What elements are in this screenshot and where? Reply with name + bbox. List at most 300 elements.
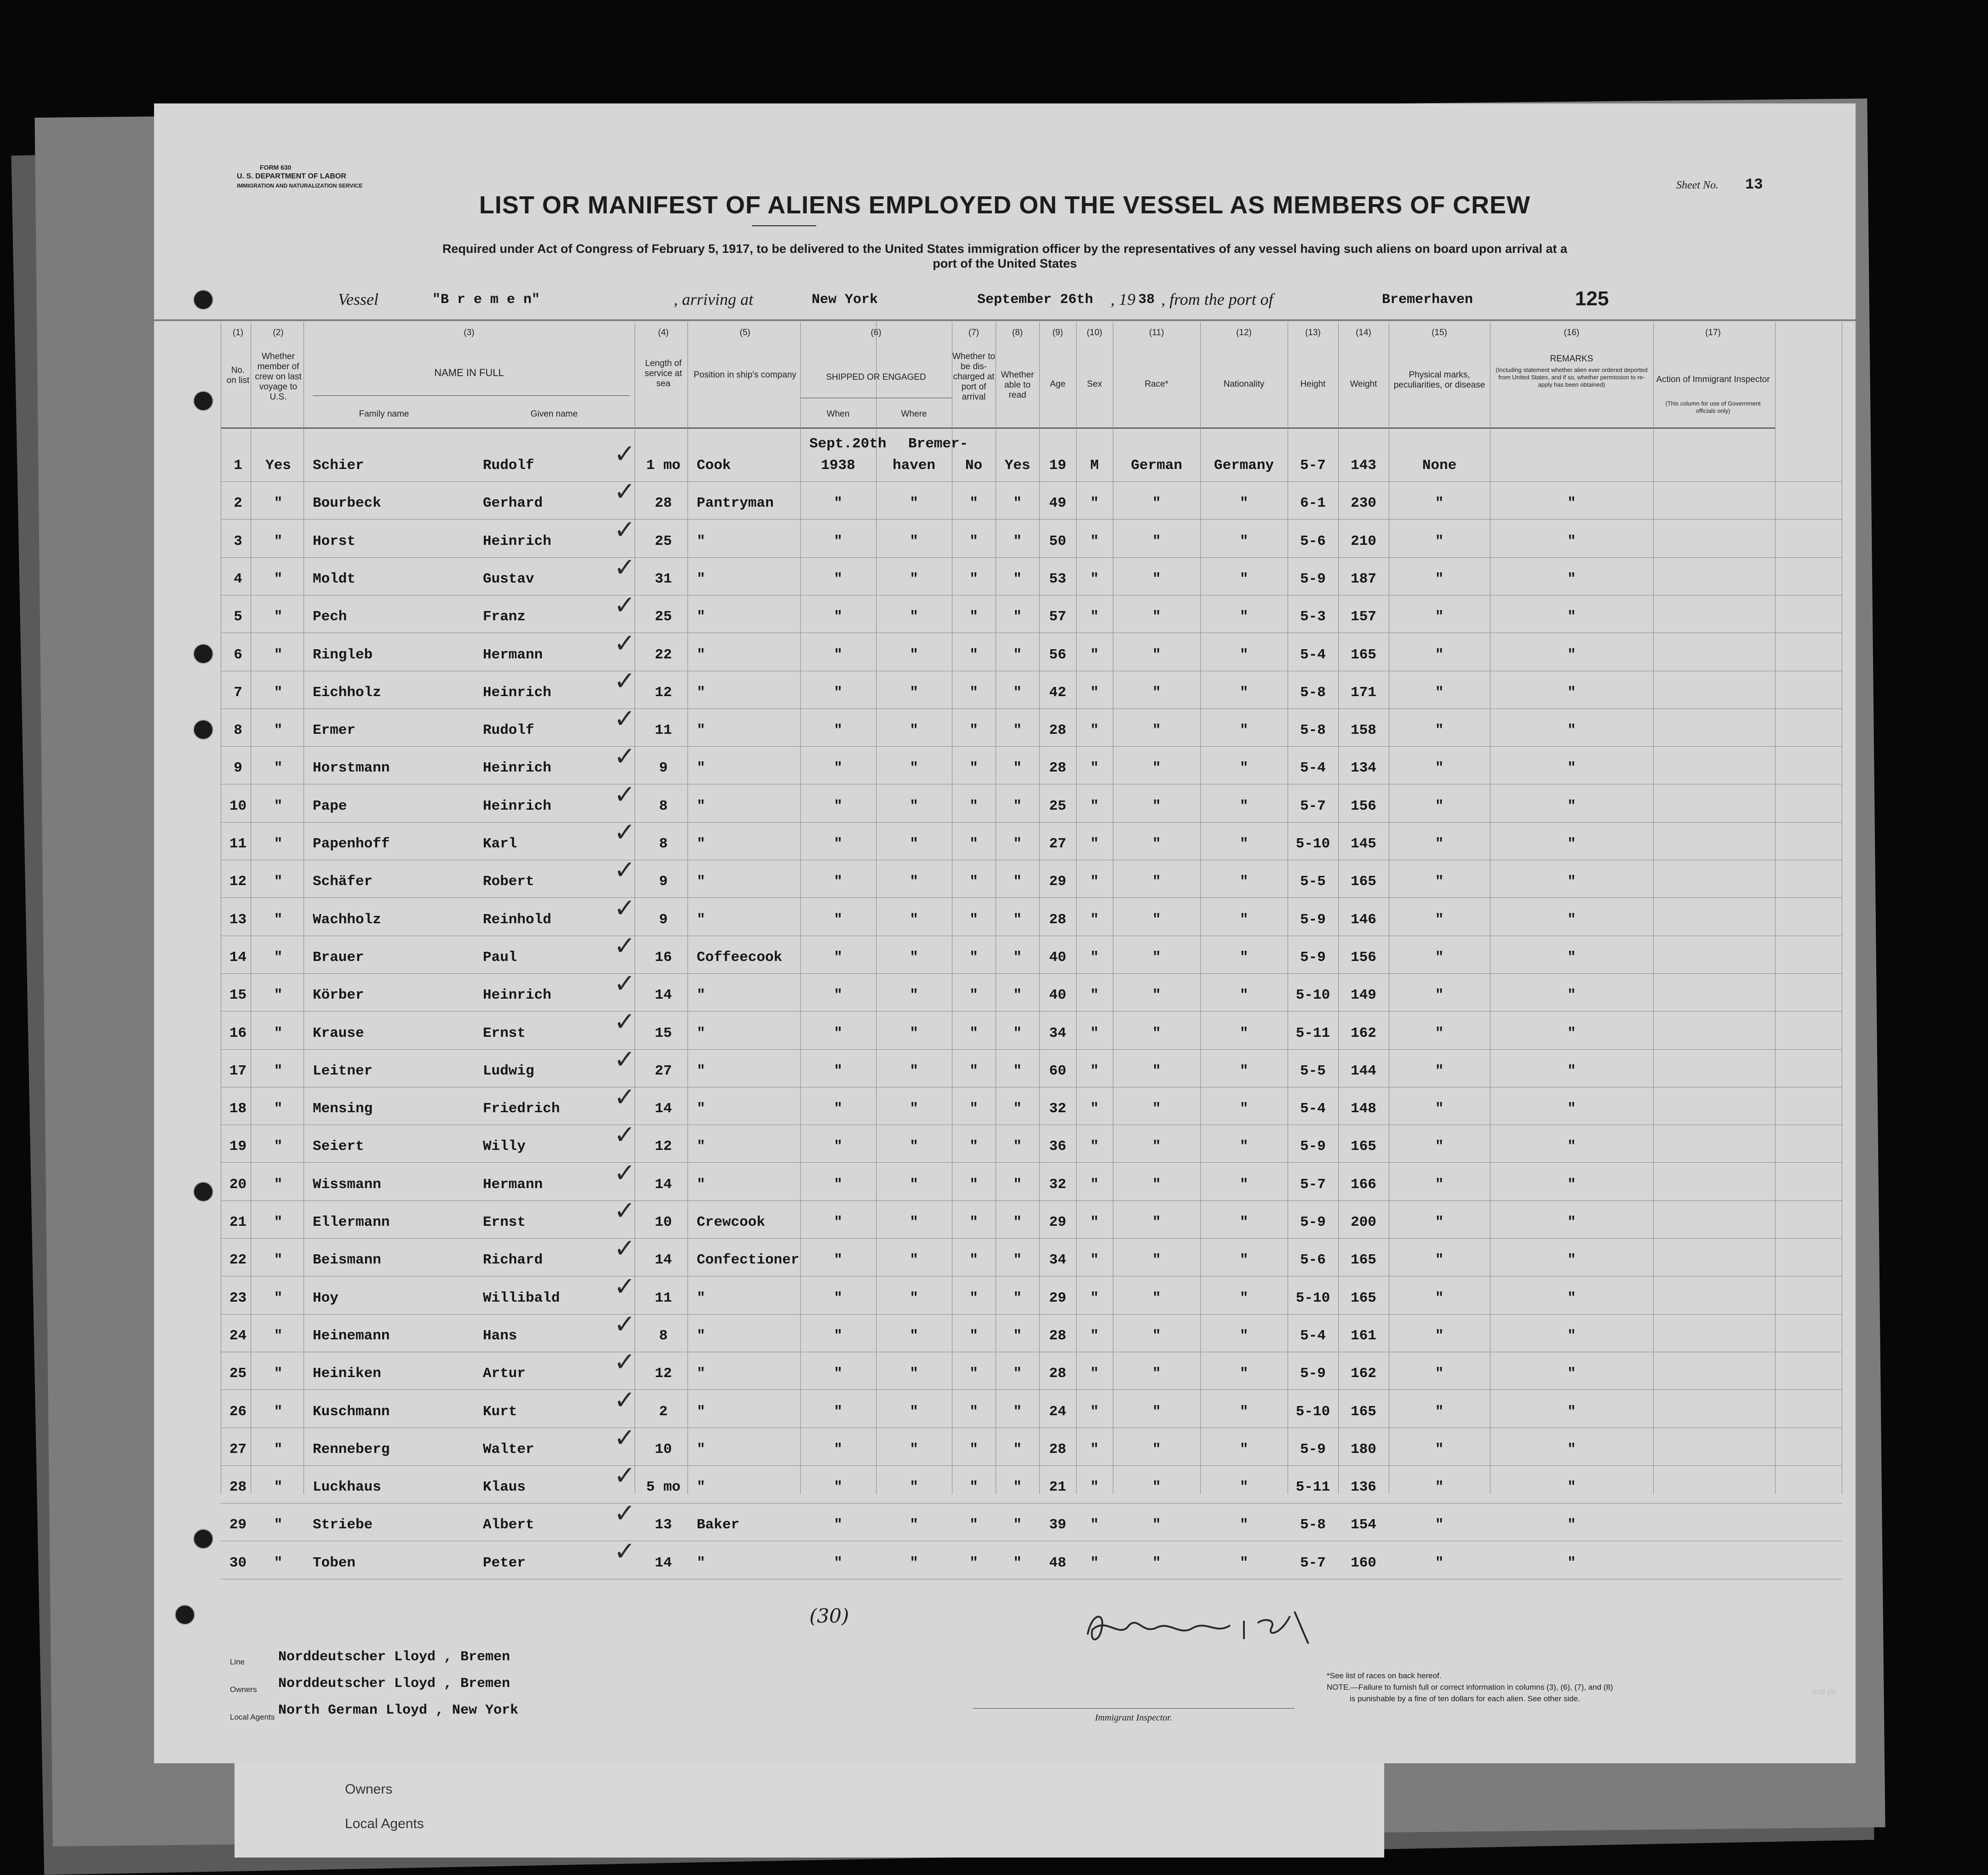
cell-marks: None bbox=[1422, 457, 1457, 474]
cell-read: " bbox=[1013, 1138, 1022, 1155]
cell-given: Robert bbox=[483, 874, 534, 890]
cell-where: " bbox=[910, 1290, 918, 1306]
cell-height: 5-9 bbox=[1300, 1366, 1326, 1382]
cell-nat: " bbox=[1239, 911, 1249, 928]
cell-height: 5-9 bbox=[1300, 1214, 1326, 1230]
cell-service: 31 bbox=[654, 571, 672, 587]
cell-race: " bbox=[1152, 1366, 1161, 1382]
cell-last: " bbox=[274, 1025, 283, 1041]
cell-disch: " bbox=[969, 495, 978, 512]
cell-disch: " bbox=[969, 987, 978, 1004]
table-row bbox=[154, 666, 1856, 721]
row-rule bbox=[221, 1238, 1842, 1239]
cell-service: 27 bbox=[654, 1063, 672, 1079]
cell-service: 14 bbox=[654, 1252, 672, 1269]
cell-where: " bbox=[910, 1517, 918, 1533]
cell-family: Wissmann bbox=[313, 1176, 381, 1193]
cell-marks: " bbox=[1435, 684, 1444, 701]
cell-read: " bbox=[1013, 571, 1022, 587]
cell-remarks: " bbox=[1567, 1025, 1576, 1041]
cell-position: " bbox=[697, 684, 705, 701]
vessel-label: Vessel bbox=[338, 290, 378, 309]
cell-where: " bbox=[910, 874, 918, 890]
cell-no: 11 bbox=[229, 836, 247, 852]
table-row bbox=[154, 514, 1856, 570]
cell-read: " bbox=[1013, 1176, 1022, 1193]
cell-when: " bbox=[834, 609, 842, 625]
cell-age: 40 bbox=[1049, 949, 1066, 966]
cell-family: Beismann bbox=[313, 1252, 381, 1269]
cell-age: 29 bbox=[1049, 874, 1066, 890]
cell-race: " bbox=[1152, 874, 1161, 890]
table-row bbox=[154, 1498, 1856, 1554]
cell-last: " bbox=[274, 1441, 283, 1458]
cell-nat: " bbox=[1239, 949, 1249, 966]
checkmark-icon: ✓ bbox=[614, 855, 636, 886]
cell-marks: " bbox=[1435, 1290, 1444, 1306]
cell-weight: 187 bbox=[1351, 571, 1376, 587]
cell-age: 50 bbox=[1049, 533, 1066, 549]
line-value: Norddeutscher Lloyd , Bremen bbox=[278, 1649, 510, 1665]
cell-read: " bbox=[1013, 1290, 1022, 1306]
colnum-1: (1) bbox=[232, 328, 244, 337]
cell-weight: 149 bbox=[1351, 987, 1376, 1004]
table-row bbox=[154, 1044, 1856, 1100]
cell-disch: " bbox=[969, 609, 978, 625]
cell-read: " bbox=[1013, 1441, 1022, 1458]
cell-disch: " bbox=[969, 1441, 978, 1458]
cell-no: 30 bbox=[229, 1555, 247, 1571]
punch-hole bbox=[175, 1605, 195, 1625]
row-1-where-top: Bremer- bbox=[908, 436, 968, 452]
cell-race: " bbox=[1152, 1101, 1161, 1117]
cell-read: " bbox=[1013, 1214, 1022, 1230]
cell-nat: " bbox=[1239, 1063, 1249, 1079]
cell-service: 28 bbox=[654, 495, 672, 512]
colnum-10: (10) bbox=[1087, 328, 1102, 337]
cell-service: 12 bbox=[654, 1366, 672, 1382]
cell-when: " bbox=[834, 798, 842, 814]
cell-remarks: " bbox=[1567, 1403, 1576, 1420]
cell-race: " bbox=[1152, 911, 1161, 928]
penalty-note-1: NOTE.—Failure to furnish full or correct information in columns (3), (6), (7), and (8) bbox=[1327, 1683, 1613, 1692]
col-height: Height bbox=[1300, 379, 1326, 389]
table-row bbox=[154, 1271, 1856, 1327]
cell-marks: " bbox=[1435, 1025, 1444, 1041]
cell-service: 25 bbox=[654, 533, 672, 549]
punch-hole bbox=[193, 290, 213, 310]
cell-height: 5-8 bbox=[1300, 684, 1326, 701]
cell-no: 3 bbox=[234, 533, 242, 549]
cell-position: " bbox=[697, 1025, 705, 1041]
cell-position: Crewcook bbox=[697, 1214, 765, 1230]
cell-where: " bbox=[910, 1101, 918, 1117]
cell-sex: " bbox=[1090, 1063, 1099, 1079]
cell-remarks: " bbox=[1567, 987, 1576, 1004]
cell-race: German bbox=[1131, 457, 1182, 474]
cell-service: 9 bbox=[659, 911, 668, 928]
line-label: Line bbox=[230, 1658, 245, 1666]
cell-disch: " bbox=[969, 1555, 978, 1571]
cell-marks: " bbox=[1435, 646, 1444, 663]
cell-read: " bbox=[1013, 798, 1022, 814]
cell-age: 19 bbox=[1049, 457, 1066, 474]
table-row bbox=[154, 969, 1856, 1024]
cell-family: Krause bbox=[313, 1025, 364, 1041]
cell-no: 18 bbox=[229, 1101, 247, 1117]
cell-sex: " bbox=[1090, 1327, 1099, 1344]
cell-disch: " bbox=[969, 1176, 978, 1193]
cell-read: " bbox=[1013, 874, 1022, 890]
cell-last: " bbox=[274, 722, 283, 739]
col-last-voyage: Whether member of crew on last voyage to U.S. bbox=[255, 352, 302, 402]
cell-position: " bbox=[697, 1366, 705, 1382]
cell-disch: " bbox=[969, 1290, 978, 1306]
cell-given: Rudolf bbox=[483, 722, 534, 739]
cell-no: 7 bbox=[234, 684, 242, 701]
cell-nat: " bbox=[1239, 609, 1249, 625]
races-note: *See list of races on back hereof. bbox=[1327, 1671, 1442, 1680]
agents-value: North German Lloyd , New York bbox=[278, 1703, 519, 1718]
cell-service: 9 bbox=[659, 874, 668, 890]
cell-given: Willy bbox=[483, 1138, 526, 1155]
cell-read: " bbox=[1013, 495, 1022, 512]
cell-read: " bbox=[1013, 1555, 1022, 1571]
row-rule bbox=[221, 1314, 1842, 1315]
checkmark-icon: ✓ bbox=[614, 1196, 636, 1226]
cell-given: Hans bbox=[483, 1327, 517, 1344]
cell-remarks: " bbox=[1567, 1327, 1576, 1344]
cell-when: " bbox=[834, 836, 842, 852]
cell-no: 21 bbox=[229, 1214, 247, 1230]
cell-disch: " bbox=[969, 1101, 978, 1117]
cell-age: 24 bbox=[1049, 1403, 1066, 1420]
checkmark-icon: ✓ bbox=[614, 1044, 636, 1075]
col-weight: Weight bbox=[1350, 379, 1377, 389]
cell-where: " bbox=[910, 722, 918, 739]
cell-weight: 165 bbox=[1351, 1290, 1376, 1306]
cell-marks: " bbox=[1435, 760, 1444, 777]
cell-weight: 146 bbox=[1351, 911, 1376, 928]
cell-position: " bbox=[697, 1479, 705, 1496]
cell-position: " bbox=[697, 798, 705, 814]
cell-family: Pape bbox=[313, 798, 347, 814]
cell-remarks: " bbox=[1567, 571, 1576, 587]
table-row bbox=[154, 779, 1856, 835]
cell-no: 8 bbox=[234, 722, 242, 739]
cell-nat: " bbox=[1239, 571, 1249, 587]
checkmark-icon: ✓ bbox=[614, 1536, 636, 1566]
cell-read: " bbox=[1013, 1479, 1022, 1496]
cell-family: Horst bbox=[313, 533, 356, 549]
cell-family: Hoy bbox=[313, 1290, 338, 1306]
form-number: FORM 630 bbox=[260, 164, 292, 171]
cell-race: " bbox=[1152, 1214, 1161, 1230]
cell-marks: " bbox=[1435, 1403, 1444, 1420]
cell-disch: " bbox=[969, 1327, 978, 1344]
cell-marks: " bbox=[1435, 1101, 1444, 1117]
cell-marks: " bbox=[1435, 1441, 1444, 1458]
cell-sex: " bbox=[1090, 911, 1099, 928]
col-position: Position in ship's company bbox=[693, 370, 796, 380]
cell-family: Heinemann bbox=[313, 1327, 390, 1344]
cell-age: 28 bbox=[1049, 1327, 1066, 1344]
cell-height: 5-10 bbox=[1295, 1290, 1330, 1306]
cell-read: " bbox=[1013, 1252, 1022, 1269]
cell-position: " bbox=[697, 1138, 705, 1155]
name-header-rule bbox=[313, 395, 630, 396]
cell-no: 4 bbox=[234, 571, 242, 587]
cell-when: " bbox=[834, 1176, 842, 1193]
cell-disch: " bbox=[969, 874, 978, 890]
cell-family: Brauer bbox=[313, 949, 364, 966]
cell-age: 25 bbox=[1049, 798, 1066, 814]
cell-race: " bbox=[1152, 1441, 1161, 1458]
cell-nat: " bbox=[1239, 684, 1249, 701]
row-1-when-top: Sept.20th bbox=[809, 436, 887, 452]
cell-where: " bbox=[910, 533, 918, 549]
cell-service: 5 mo bbox=[646, 1479, 681, 1496]
cell-remarks: " bbox=[1567, 1176, 1576, 1193]
row-rule bbox=[221, 557, 1842, 558]
cell-family: Renneberg bbox=[313, 1441, 390, 1458]
cell-position: " bbox=[697, 987, 705, 1004]
cell-sex: " bbox=[1090, 1214, 1099, 1230]
cell-sex: " bbox=[1090, 1555, 1099, 1571]
cell-age: 49 bbox=[1049, 495, 1066, 512]
cell-disch: " bbox=[969, 1138, 978, 1155]
cell-sex: " bbox=[1090, 684, 1099, 701]
cell-race: " bbox=[1152, 987, 1161, 1004]
checkmark-icon: ✓ bbox=[614, 742, 636, 772]
col-inspector-note: (This column for use of Government officials only) bbox=[1665, 400, 1761, 414]
cell-read: " bbox=[1013, 1517, 1022, 1533]
cell-when: " bbox=[834, 533, 842, 549]
colnum-3: (3) bbox=[464, 328, 475, 337]
cell-age: 28 bbox=[1049, 760, 1066, 777]
cell-when: " bbox=[834, 1101, 842, 1117]
cell-nat: " bbox=[1239, 1555, 1249, 1571]
cell-sex: " bbox=[1090, 1479, 1099, 1496]
cell-given: Walter bbox=[483, 1441, 534, 1458]
cell-height: 5-4 bbox=[1300, 760, 1326, 777]
cell-service: 12 bbox=[654, 684, 672, 701]
cell-given: Klaus bbox=[483, 1479, 526, 1496]
cell-given: Reinhold bbox=[483, 911, 551, 928]
cell-position: " bbox=[697, 1063, 705, 1079]
cell-nat: " bbox=[1239, 1403, 1249, 1420]
checkmark-icon: ✓ bbox=[614, 1120, 636, 1150]
cell-sex: " bbox=[1090, 1025, 1099, 1041]
cell-sex: " bbox=[1090, 949, 1099, 966]
arrival-port: New York bbox=[812, 292, 878, 308]
cell-nat: " bbox=[1239, 1290, 1249, 1306]
col-age: Age bbox=[1050, 379, 1066, 389]
cell-last: Yes bbox=[265, 457, 291, 474]
cell-where: " bbox=[910, 1555, 918, 1571]
cell-race: " bbox=[1152, 1025, 1161, 1041]
cell-position: " bbox=[697, 1101, 705, 1117]
cell-nat: " bbox=[1239, 874, 1249, 890]
table-row bbox=[154, 704, 1856, 759]
table-row bbox=[154, 742, 1856, 797]
cell-read: " bbox=[1013, 1366, 1022, 1382]
cell-height: 5-6 bbox=[1300, 1252, 1326, 1269]
cell-position: " bbox=[697, 646, 705, 663]
cell-disch: " bbox=[969, 1025, 978, 1041]
cell-race: " bbox=[1152, 684, 1161, 701]
cell-height: 5-7 bbox=[1300, 1555, 1326, 1571]
table-row bbox=[154, 1347, 1856, 1402]
cell-family: Striebe bbox=[313, 1517, 373, 1533]
cell-no: 23 bbox=[229, 1290, 247, 1306]
subtitle-1: Required under Act of Congress of February 5, 1917, to be delivered to the United States immigration officer by the representatives of any vessel having such aliens on board upon arrival at a bbox=[442, 242, 1568, 256]
cell-height: 5-6 bbox=[1300, 533, 1326, 549]
cell-age: 39 bbox=[1049, 1517, 1066, 1533]
checkmark-icon: ✓ bbox=[614, 1461, 636, 1491]
col-remarks: REMARKS bbox=[1550, 354, 1593, 364]
cell-last: " bbox=[274, 609, 283, 625]
cell-age: 34 bbox=[1049, 1252, 1066, 1269]
cell-no: 9 bbox=[234, 760, 242, 777]
checkmark-icon: ✓ bbox=[614, 1385, 636, 1415]
cell-service: 11 bbox=[654, 1290, 672, 1306]
cell-remarks: " bbox=[1567, 533, 1576, 549]
cell-remarks: " bbox=[1567, 1441, 1576, 1458]
table-row bbox=[154, 893, 1856, 949]
row-rule bbox=[221, 746, 1842, 747]
manifest-sheet bbox=[154, 103, 1856, 1763]
cell-where: " bbox=[910, 1138, 918, 1155]
cell-last: " bbox=[274, 760, 283, 777]
cell-race: " bbox=[1152, 1290, 1161, 1306]
manifest-number: 125 bbox=[1575, 287, 1609, 310]
cell-where: " bbox=[910, 1252, 918, 1269]
cell-remarks: " bbox=[1567, 1214, 1576, 1230]
table-row bbox=[154, 590, 1856, 646]
cell-weight: 136 bbox=[1351, 1479, 1376, 1496]
cell-sex: " bbox=[1090, 1138, 1099, 1155]
col-where: Where bbox=[901, 409, 927, 419]
colnum-4: (4) bbox=[658, 328, 669, 337]
cell-sex: M bbox=[1090, 457, 1099, 474]
cell-disch: " bbox=[969, 722, 978, 739]
cell-disch: " bbox=[969, 1252, 978, 1269]
cell-when: " bbox=[834, 646, 842, 663]
cell-where: haven bbox=[892, 457, 935, 474]
penalty-note-2: is punishable by a fine of ten dollars for each alien. See other side. bbox=[1350, 1694, 1580, 1703]
cell-sex: " bbox=[1090, 722, 1099, 739]
cell-family: Ermer bbox=[313, 722, 356, 739]
table-row bbox=[154, 1196, 1856, 1251]
cell-where: " bbox=[910, 760, 918, 777]
cell-marks: " bbox=[1435, 1063, 1444, 1079]
arriving-label: , arriving at bbox=[674, 290, 754, 309]
cell-service: 8 bbox=[659, 1327, 668, 1344]
cell-last: " bbox=[274, 987, 283, 1004]
colnum-14: (14) bbox=[1356, 328, 1371, 337]
cell-no: 22 bbox=[229, 1252, 247, 1269]
cell-sex: " bbox=[1090, 1517, 1099, 1533]
cell-position: " bbox=[697, 609, 705, 625]
cell-remarks: " bbox=[1567, 760, 1576, 777]
checkmark-icon: ✓ bbox=[614, 1158, 636, 1188]
cell-race: " bbox=[1152, 760, 1161, 777]
cell-nat: " bbox=[1239, 798, 1249, 814]
cell-height: 5-8 bbox=[1300, 1517, 1326, 1533]
cell-weight: 165 bbox=[1351, 646, 1376, 663]
cell-age: 29 bbox=[1049, 1290, 1066, 1306]
row-rule bbox=[221, 1011, 1842, 1012]
cell-weight: 200 bbox=[1351, 1214, 1376, 1230]
cell-last: " bbox=[274, 1252, 283, 1269]
cell-disch: " bbox=[969, 1366, 978, 1382]
cell-remarks: " bbox=[1567, 798, 1576, 814]
col-family-name: Family name bbox=[359, 409, 409, 419]
cell-where: " bbox=[910, 1025, 918, 1041]
cell-marks: " bbox=[1435, 1214, 1444, 1230]
cell-marks: " bbox=[1435, 1479, 1444, 1496]
cell-read: " bbox=[1013, 1063, 1022, 1079]
sheet-no-value: 13 bbox=[1745, 176, 1763, 193]
cell-when: " bbox=[834, 1403, 842, 1420]
cell-read: " bbox=[1013, 836, 1022, 852]
cell-position: " bbox=[697, 874, 705, 890]
cell-height: 5-5 bbox=[1300, 874, 1326, 890]
cell-height: 5-4 bbox=[1300, 646, 1326, 663]
cell-nat: " bbox=[1239, 1252, 1249, 1269]
cell-last: " bbox=[274, 836, 283, 852]
cell-last: " bbox=[274, 1214, 283, 1230]
cell-disch: " bbox=[969, 533, 978, 549]
cell-last: " bbox=[274, 798, 283, 814]
cell-given: Paul bbox=[483, 949, 517, 966]
colnum-7: (7) bbox=[968, 328, 980, 337]
cell-sex: " bbox=[1090, 798, 1099, 814]
cell-remarks: " bbox=[1567, 874, 1576, 890]
cell-read: " bbox=[1013, 722, 1022, 739]
col-given-name: Given name bbox=[530, 409, 578, 419]
cell-age: 27 bbox=[1049, 836, 1066, 852]
cell-remarks: " bbox=[1567, 1479, 1576, 1496]
cell-no: 15 bbox=[229, 987, 247, 1004]
cell-no: 19 bbox=[229, 1138, 247, 1155]
cell-marks: " bbox=[1435, 609, 1444, 625]
checkmark-icon: ✓ bbox=[614, 1423, 636, 1453]
cell-nat: " bbox=[1239, 646, 1249, 663]
cell-weight: 162 bbox=[1351, 1366, 1376, 1382]
cell-where: " bbox=[910, 798, 918, 814]
cell-family: Ellermann bbox=[313, 1214, 390, 1230]
cell-remarks: " bbox=[1567, 1517, 1576, 1533]
col-when: When bbox=[826, 409, 850, 419]
cell-position: Confectioner bbox=[697, 1252, 800, 1269]
total-count: (30) bbox=[809, 1605, 849, 1627]
cell-age: 40 bbox=[1049, 987, 1066, 1004]
cell-family: Luckhaus bbox=[313, 1479, 381, 1496]
cell-position: " bbox=[697, 1441, 705, 1458]
cell-remarks: " bbox=[1567, 1555, 1576, 1571]
cell-height: 5-11 bbox=[1295, 1025, 1330, 1041]
cell-age: 28 bbox=[1049, 1366, 1066, 1382]
cell-marks: " bbox=[1435, 1327, 1444, 1344]
cell-last: " bbox=[274, 949, 283, 966]
cell-disch: " bbox=[969, 1403, 978, 1420]
cell-service: 9 bbox=[659, 760, 668, 777]
row-rule bbox=[221, 1162, 1842, 1163]
cell-sex: " bbox=[1090, 1101, 1099, 1117]
cell-weight: 157 bbox=[1351, 609, 1376, 625]
